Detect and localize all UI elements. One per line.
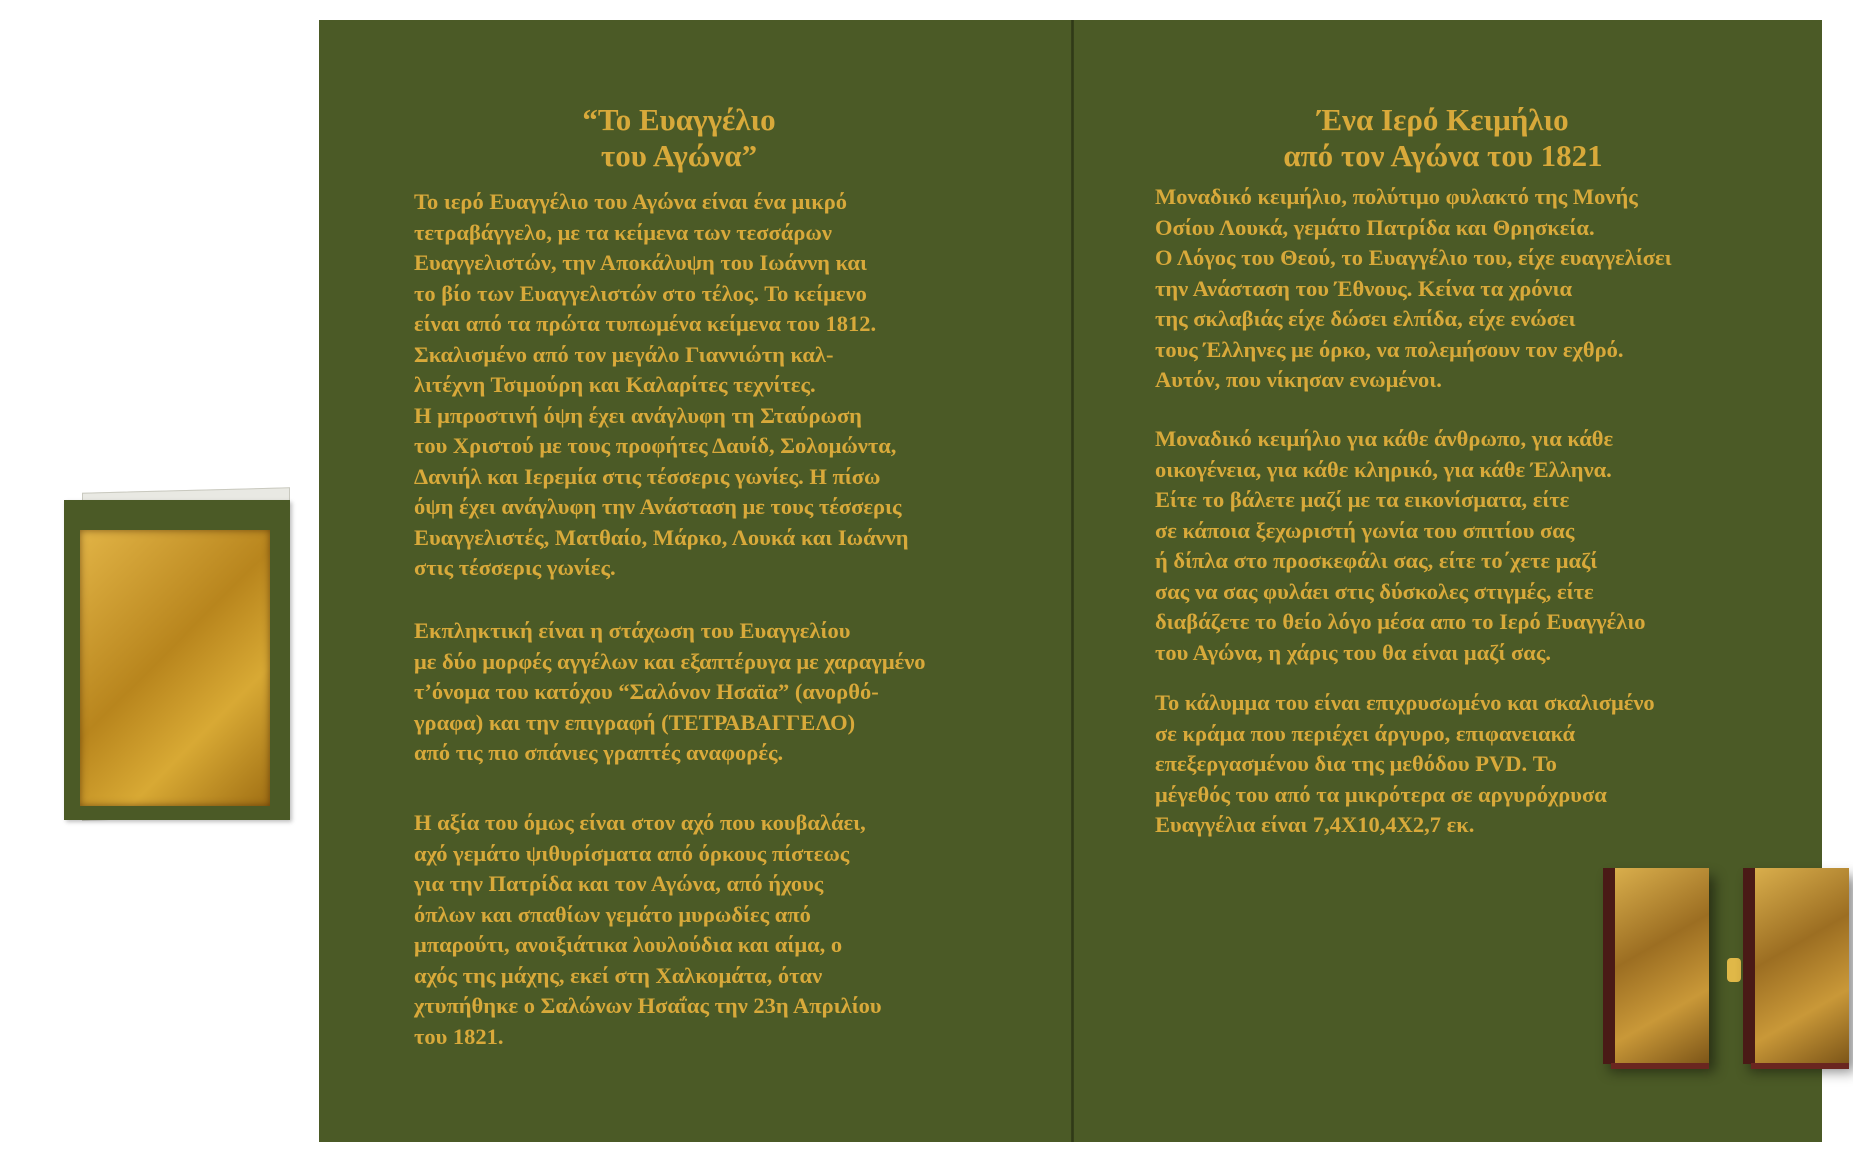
book-spine xyxy=(1603,868,1615,1064)
text-line: Μοναδικό κειμήλιο για κάθε άνθρωπο, για κάθε xyxy=(1155,426,1614,451)
right-page xyxy=(1073,20,1822,1142)
right-page-title xyxy=(1233,102,1653,174)
text-line: σε κάποια ξεχωριστή γωνία του σπιτίου σας xyxy=(1155,517,1575,543)
left-page-title xyxy=(519,102,839,174)
text-line: τ’όνομα του κατόχου “Σαλόνον Ησαϊα” (ανορθό- xyxy=(414,679,879,704)
text-line: είναι από τα πρώτα τυπωμένα κείμενα του 1812. xyxy=(414,311,877,336)
text-line: Οσίου Λουκά, γεμάτο Πατρίδα και Θρησκεία. xyxy=(1155,214,1595,240)
text-line: σε κράμα που περιέχει άργυρο, επιφανειακά xyxy=(1155,720,1576,746)
gold-relief-cover-image xyxy=(80,530,270,806)
title-line: Ένα Ιερό Κειμήλιο xyxy=(1317,102,1569,137)
text-line: χτυπήθηκε ο Σαλώνων Ησαΐας την 23η Απριλίου xyxy=(414,993,882,1018)
right-paragraph-1 xyxy=(1155,182,1672,396)
book-clasp xyxy=(1727,958,1741,982)
book-gold-cover xyxy=(1615,868,1709,1064)
text-line: την Ανάσταση του Έθνους. Κείνα τα χρόνια xyxy=(1155,275,1573,301)
book-gold-cover xyxy=(1755,868,1849,1064)
text-line: Ευαγγέλια είναι 7,4Χ10,4Χ2,7 εκ. xyxy=(1155,812,1475,837)
brochure-spread xyxy=(319,20,1822,1142)
gospel-books-photo xyxy=(1603,868,1853,1078)
text-line: στις τέσσερις γωνίες. xyxy=(414,555,616,580)
text-line: Η αξία του όμως είναι στον αχό που κουβαλάει, xyxy=(414,810,866,835)
text-line: τους Έλληνες με όρκο, να πολεμήσουν τον εχθρό. xyxy=(1155,336,1624,362)
text-line: διαβάζετε το θείο λόγο μέσα απο το Ιερό Ευαγγέλιο xyxy=(1155,609,1646,634)
text-line: του Χριστού με τους προφήτες Δαυίδ, Σολομώντα, xyxy=(414,433,897,458)
text-line: από τις πιο σπάνιες γραπτές αναφορές. xyxy=(414,740,784,765)
text-line: Το κάλυμμα του είναι επιχρυσωμένο και σκαλισμένο xyxy=(1155,690,1655,715)
text-line: λιτέχνη Τσιμούρη και Καλαρίτες τεχνίτες. xyxy=(414,372,816,397)
gospel-book-back xyxy=(1743,868,1849,1064)
book-edge xyxy=(1751,1063,1849,1069)
text-line: τετραβάγγελο, με τα κείμενα των τεσσάρων xyxy=(414,219,832,245)
text-line: οικογένεια, για κάθε κληρικό, για κάθε Έλληνα. xyxy=(1155,456,1612,482)
right-paragraph-3 xyxy=(1155,688,1655,841)
text-line: το βίο των Ευαγγελιστών στο τέλος. Το κείμενο xyxy=(414,280,867,306)
left-page xyxy=(319,20,1073,1142)
text-line: Το ιερό Ευαγγέλιο του Αγώνα είναι ένα μικρό xyxy=(414,189,848,214)
text-line: του 1821. xyxy=(414,1023,504,1049)
booklet-preview-image xyxy=(64,490,296,824)
text-line: Είτε το βάλετε μαζί με τα εικονίσματα, είτε xyxy=(1155,487,1570,512)
text-line: με δύο μορφές αγγέλων και εξαπτέρυγα με χαραγμένο xyxy=(414,648,926,674)
text-line: Μοναδικό κειμήλιο, πολύτιμο φυλακτό της Μονής xyxy=(1155,184,1638,209)
left-paragraph-1 xyxy=(414,187,909,584)
text-line: ή δίπλα στο προσκεφάλι σας, είτε το΄χετε μαζί xyxy=(1155,548,1598,573)
text-line: μέγεθός του από τα μικρότερα σε αργυρόχρυσα xyxy=(1155,781,1607,807)
booklet-front-cover xyxy=(64,500,290,820)
title-line: του Αγώνα” xyxy=(600,138,758,173)
left-paragraph-3 xyxy=(414,808,882,1052)
left-paragraph-2 xyxy=(414,616,926,769)
gospel-book-front xyxy=(1603,868,1709,1064)
book-edge xyxy=(1611,1063,1709,1069)
text-line: όπλων και σπαθίων γεμάτο μυρωδίες από xyxy=(414,901,811,927)
text-line: Αυτόν, που νίκησαν ενωμένοι. xyxy=(1155,367,1442,392)
text-line: Ευαγγελιστών, την Αποκάλυψη του Ιωάννη και xyxy=(414,250,867,275)
text-line: Ευαγγελιστές, Ματθαίο, Μάρκο, Λουκά και Ιωάννη xyxy=(414,524,909,550)
title-line: από τον Αγώνα του 1821 xyxy=(1283,138,1603,173)
text-line: αχός της μάχης, εκεί στη Χαλκομάτα, όταν xyxy=(414,962,823,988)
text-line: Σκαλισμένο από τον μεγάλο Γιαννιώτη καλ- xyxy=(414,341,834,367)
text-line: γραφα) και την επιγραφή (ΤΕΤΡΑΒΑΓΓΕΛΟ) xyxy=(414,709,856,735)
text-line: αχό γεμάτο ψιθυρίσματα από όρκους πίστεως xyxy=(414,840,850,866)
text-line: Εκπληκτική είναι η στάχωση του Ευαγγελίου xyxy=(414,618,851,643)
text-line: μπαρούτι, ανοιξιάτικα λουλούδια και αίμα, ο xyxy=(414,932,843,957)
text-line: σας να σας φυλάει στις δύσκολες στιγμές, είτε xyxy=(1155,578,1594,604)
text-line: Δανιήλ και Ιερεμία στις τέσσερις γωνίες. Η πίσω xyxy=(414,463,881,489)
text-line: Ο Λόγος του Θεού, το Ευαγγέλιο του, είχε ευαγγελίσει xyxy=(1155,245,1672,270)
text-line: Η μπροστινή όψη έχει ανάγλυφη τη Σταύρωση xyxy=(414,402,862,428)
title-line: “Το Ευαγγέλιο xyxy=(582,102,776,137)
text-line: για την Πατρίδα και τον Αγώνα, από ήχους xyxy=(414,871,824,896)
text-line: της σκλαβιάς είχε δώσει ελπίδα, είχε ενώσει xyxy=(1155,306,1576,331)
text-line: όψη έχει ανάγλυφη την Ανάσταση με τους τέσσερις xyxy=(414,494,902,519)
book-spine xyxy=(1743,868,1755,1064)
text-line: επεξεργασμένου δια της μεθόδου PVD. Το xyxy=(1155,751,1557,776)
right-paragraph-2 xyxy=(1155,424,1646,668)
text-line: του Αγώνα, η χάρις του θα είναι μαζί σας. xyxy=(1155,639,1551,665)
